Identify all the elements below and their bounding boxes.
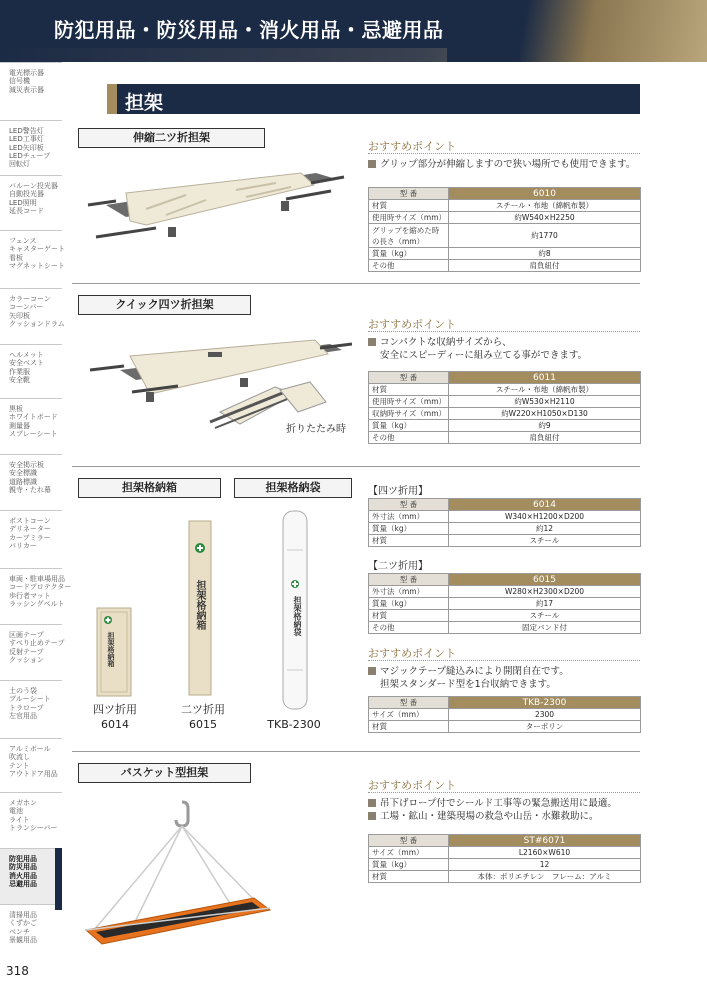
spec-value: 固定バンド付 xyxy=(449,622,641,634)
point-text: 工場・鉱山・建築現場の救急や山岳・水難救助に。 xyxy=(380,811,599,822)
recommend-rule-storage xyxy=(368,660,640,661)
sidebar-item-label: スプレーシート xyxy=(9,429,58,438)
sidebar-item-label: キャスターゲート xyxy=(9,245,65,254)
sidebar-item-1[interactable] xyxy=(0,120,62,175)
basket-stretcher-image xyxy=(84,798,274,946)
sidebar-item-label: コードプロテクター xyxy=(9,583,72,592)
spec-value: W340×H1200×D200 xyxy=(449,511,641,523)
spec-value: 約1770 xyxy=(449,224,641,248)
spec-key: サイズ（mm） xyxy=(369,847,449,859)
sidebar-item-label: フェンス xyxy=(9,237,37,245)
spec-key: 使用時サイズ（mm） xyxy=(369,396,449,408)
spec-model: 6010 xyxy=(449,188,641,200)
spec-value: 約12 xyxy=(449,523,641,535)
spec-value: 12 xyxy=(449,859,641,871)
spec-value: スチール xyxy=(449,610,641,622)
product-title-basket: バスケット型担架 xyxy=(78,763,251,783)
sidebar-item-label: 延長コード xyxy=(9,206,44,215)
recommend-label-storage: おすすめポイント xyxy=(368,647,457,660)
spec-key: 材質 xyxy=(369,871,449,883)
sidebar-item-label: 歩行者マット xyxy=(9,591,51,600)
sidebar-item-label: メガホン xyxy=(9,799,37,807)
spec-key: 収納時サイズ（mm） xyxy=(369,408,449,420)
sidebar-item-label: すべり止めテープ xyxy=(9,639,65,648)
sidebar-item-14[interactable] xyxy=(0,848,62,904)
sidebar-item-label: 安全標識 xyxy=(9,469,37,478)
sidebar-item-label: トランシーバー xyxy=(9,823,58,832)
spec-value: 約W540×H2250 xyxy=(449,212,641,224)
spec-key: その他 xyxy=(369,622,449,634)
spec-value: 約8 xyxy=(449,248,641,260)
sidebar-item-label: 道路標識 xyxy=(9,477,37,486)
sidebar-item-11[interactable] xyxy=(0,680,62,738)
sidebar-item-label: マグネットシート xyxy=(9,261,65,270)
recommend-rule-6011 xyxy=(368,331,640,332)
spec-key: 材質 xyxy=(369,200,449,212)
sidebar-item-label: 作業服 xyxy=(9,367,30,376)
sidebar-item-label: 矢印板 xyxy=(9,311,30,320)
sidebar-item-label: カラーコーン xyxy=(9,295,51,303)
spec-model: 6014 xyxy=(449,499,641,511)
spec-key: 質量（kg） xyxy=(369,523,449,535)
sidebar-item-7[interactable] xyxy=(0,454,62,510)
spec-key: 型 番 xyxy=(369,697,449,709)
sidebar-item-label: 測量器 xyxy=(9,421,30,430)
sidebar-item-0[interactable] xyxy=(0,62,62,120)
sidebar-item-label: 反射テープ xyxy=(9,647,44,656)
sidebar-item-label: 信号機 xyxy=(9,77,30,86)
sidebar-item-label: LED矢印板 xyxy=(9,143,44,152)
sidebar-item-label: 区画テープ xyxy=(9,631,44,639)
sidebar-item-label: 土のう袋 xyxy=(9,687,37,695)
sidebar-item-label: カーブミラー xyxy=(9,533,51,542)
sidebar-item-12[interactable] xyxy=(0,738,62,792)
spec-key: 型 番 xyxy=(369,188,449,200)
spec-model: TKB-2300 xyxy=(449,697,641,709)
spec-model: 6011 xyxy=(449,372,641,384)
bullet-square xyxy=(368,338,376,346)
recommend-label-6010: おすすめポイント xyxy=(368,140,457,153)
sidebar-item-label: トラロープ xyxy=(9,703,44,712)
spec-value: 肩負紐付 xyxy=(449,432,641,444)
spec-key: サイズ（mm） xyxy=(369,709,449,721)
sidebar-item-label: 電池 xyxy=(9,807,23,816)
spec-key: その他 xyxy=(369,260,449,272)
sidebar-item-label: LED警告灯 xyxy=(9,127,44,135)
section-divider-2 xyxy=(72,466,640,467)
spec-key: 材質 xyxy=(369,384,449,396)
spec-value: 本体：ポリエチレン フレーム：アルミ xyxy=(449,871,641,883)
page-number: 318 xyxy=(6,964,29,978)
spec-key: グリップを縮めた時の長さ（mm） xyxy=(369,224,449,248)
sidebar-item-4[interactable] xyxy=(0,288,65,344)
sidebar-item-label: クッション xyxy=(9,655,44,664)
spec-table-6014 xyxy=(368,498,641,547)
spec-model: ST#6071 xyxy=(449,835,641,847)
sidebar-item-label: 忌避用品 xyxy=(9,879,37,888)
recommend-rule-basket xyxy=(368,792,640,793)
sidebar-item-label: くずかご xyxy=(9,919,37,928)
sidebar-item-label: ヘルメット xyxy=(9,351,44,359)
spec-key: 質量（kg） xyxy=(369,420,449,432)
spec-value: スチール xyxy=(449,535,641,547)
spec-key: 型 番 xyxy=(369,574,449,586)
sidebar-item-13[interactable] xyxy=(0,792,62,848)
spec-key: 型 番 xyxy=(369,835,449,847)
spec-table-tkb xyxy=(368,696,641,733)
sidebar-item-5[interactable] xyxy=(0,344,62,398)
spec-key: 質量（kg） xyxy=(369,598,449,610)
spec-value: スチール・布地（綿帆布製） xyxy=(449,384,641,396)
sidebar-item-label: LEDチューブ xyxy=(9,151,51,160)
storage-bag-text: 担架格納袋 xyxy=(293,596,302,636)
spec-table-basket xyxy=(368,834,641,883)
spec-value: 約9 xyxy=(449,420,641,432)
product-title-storage-box: 担架格納箱 xyxy=(78,478,221,498)
point-text: 吊下げロープ付でシールド工事等の緊急搬送用に最適。 xyxy=(380,798,617,809)
sidebar-active-tab xyxy=(55,848,62,910)
sidebar-item-label: ホワイトボード xyxy=(9,413,58,422)
product-title-storage-bag: 担架格納袋 xyxy=(234,478,352,498)
caption-6015-a: 二ツ折用 xyxy=(181,703,225,716)
sidebar-item-9[interactable] xyxy=(0,568,72,624)
sidebar-item-label: 吹流し xyxy=(9,753,30,762)
label-two-fold: 【二ツ折用】 xyxy=(368,561,428,572)
category-sidebar xyxy=(0,62,72,947)
point-storage-1 xyxy=(368,665,569,678)
label-four-fold: 【四ツ折用】 xyxy=(368,486,428,497)
spec-key: 使用時サイズ（mm） xyxy=(369,212,449,224)
product-title-6010: 伸縮二ツ折担架 xyxy=(78,128,265,148)
sidebar-item-label: ライト xyxy=(9,815,30,824)
caption-6015-b: 6015 xyxy=(189,718,217,731)
sidebar-item-2[interactable] xyxy=(0,175,62,230)
point-text: 安全にスピーディーに組み立てる事ができます。 xyxy=(380,350,588,361)
sidebar-item-label: 自動投光器 xyxy=(9,190,44,199)
point-storage-2 xyxy=(380,678,556,691)
sidebar-item-label: 消火用品 xyxy=(9,871,37,880)
spec-key: 外寸法（mm） xyxy=(369,511,449,523)
spec-key: その他 xyxy=(369,432,449,444)
sidebar-item-label: 景観用品 xyxy=(9,935,37,944)
caption-6014-b: 6014 xyxy=(101,718,129,731)
spec-key: 材質 xyxy=(369,610,449,622)
section-divider-3 xyxy=(72,751,640,752)
point-basket-1 xyxy=(368,797,617,810)
section-title: 担架 xyxy=(125,92,164,114)
sidebar-item-label: 車両・駐車場用品 xyxy=(9,575,65,583)
sidebar-item-label: 親寺・たれ幕 xyxy=(9,485,51,494)
sidebar-item-label: アルミボール xyxy=(9,745,51,753)
sidebar-item-label: ブルーシート xyxy=(9,695,51,704)
point-6011-2 xyxy=(380,349,587,362)
spec-value: 約W220×H1050×D130 xyxy=(449,408,641,420)
spec-value: 2300 xyxy=(449,709,641,721)
point-text: マジックテープ縫込みにより開閉自在です。 xyxy=(380,666,569,677)
spec-table-6011 xyxy=(368,371,641,444)
section-title-bar xyxy=(107,84,640,114)
sidebar-item-label: テント xyxy=(9,761,30,770)
point-6010-1 xyxy=(368,158,635,171)
sidebar-item-3[interactable] xyxy=(0,230,65,288)
bullet-square xyxy=(368,812,376,820)
recommend-label-6011: おすすめポイント xyxy=(368,318,457,331)
sidebar-item-label: 安全靴 xyxy=(9,375,30,384)
sidebar-item-15[interactable] xyxy=(0,904,62,947)
sidebar-item-label: ポストコーン xyxy=(9,517,51,525)
spec-table-6010 xyxy=(368,187,641,272)
caption-6014-a: 四ツ折用 xyxy=(93,703,137,716)
point-text: グリップ部分が伸縮しますので狭い場所でも使用できます。 xyxy=(380,159,636,170)
sidebar-item-label: 防災用品 xyxy=(9,863,37,872)
recommend-rule-6010 xyxy=(368,153,640,154)
sidebar-item-label: 清掃用品 xyxy=(9,911,37,919)
sidebar-item-label: 左官用品 xyxy=(9,711,37,720)
point-6011-1 xyxy=(368,336,512,349)
sidebar-item-label: ラッシングベルト xyxy=(9,599,65,608)
header-gold-accent xyxy=(447,0,707,62)
sidebar-item-label: 安全ベスト xyxy=(9,359,44,368)
sidebar-item-label: クッションドラム xyxy=(9,319,65,328)
spec-value: 約W530×H2110 xyxy=(449,396,641,408)
sidebar-item-label: 回転灯 xyxy=(9,160,30,169)
sidebar-item-label: バリカー xyxy=(9,541,37,550)
sidebar-item-label: ベンチ xyxy=(9,927,30,936)
storage-box-6014-text: 担架格納箱 xyxy=(107,632,115,667)
spec-value: W280×H2300×D200 xyxy=(449,586,641,598)
spec-value: 約17 xyxy=(449,598,641,610)
storage-box-6015-text: 担架格納箱 xyxy=(194,580,205,630)
recommend-label-basket: おすすめポイント xyxy=(368,779,457,792)
point-text: 担架スタンダード型を1台収納できます。 xyxy=(380,679,556,690)
product-title-6011: クイック四ツ折担架 xyxy=(78,295,251,315)
sidebar-item-label: 防犯用品 xyxy=(9,855,37,863)
sidebar-item-label: LED工事灯 xyxy=(9,135,44,144)
sidebar-item-label: 減災表示器 xyxy=(9,85,44,94)
sidebar-item-label: コーンバー xyxy=(9,303,44,312)
spec-key: 型 番 xyxy=(369,372,449,384)
spec-key: 型 番 xyxy=(369,499,449,511)
section-divider-1 xyxy=(72,283,640,284)
spec-key: 材質 xyxy=(369,535,449,547)
sidebar-item-label: 安全掲示板 xyxy=(9,461,44,469)
spec-key: 材質 xyxy=(369,721,449,733)
sidebar-item-8[interactable] xyxy=(0,510,62,568)
page-header xyxy=(0,0,707,62)
sidebar-item-label: 電光標示器 xyxy=(9,69,44,77)
stretcher-6010-image xyxy=(86,165,346,247)
point-basket-2 xyxy=(368,810,599,823)
sidebar-item-label: デリネーター xyxy=(9,525,51,534)
sidebar-item-label: バルーン投光器 xyxy=(9,182,58,190)
spec-value: ターポリン xyxy=(449,721,641,733)
spec-value: スチール・布地（綿帆布製） xyxy=(449,200,641,212)
header-title: 防犯用品・防災用品・消火用品・忌避用品 xyxy=(54,18,444,42)
spec-key: 質量（kg） xyxy=(369,859,449,871)
sidebar-item-label: 看板 xyxy=(9,253,23,262)
bullet-square xyxy=(368,799,376,807)
sidebar-item-label: 黒板 xyxy=(9,405,23,413)
sidebar-item-label: LED照明 xyxy=(9,198,37,207)
caption-tkb: TKB-2300 xyxy=(267,718,321,731)
point-text: コンパクトな収納サイズから、 xyxy=(380,337,512,348)
spec-key: 外寸法（mm） xyxy=(369,586,449,598)
spec-value: L2160×W610 xyxy=(449,847,641,859)
spec-table-6015 xyxy=(368,573,641,634)
sidebar-item-6[interactable] xyxy=(0,398,62,454)
sidebar-item-10[interactable] xyxy=(0,624,65,680)
spec-value: 肩負紐付 xyxy=(449,260,641,272)
bullet-square xyxy=(368,667,376,675)
folded-caption: 折りたたみ時 xyxy=(286,424,346,435)
spec-key: 質量（kg） xyxy=(369,248,449,260)
sidebar-item-label: アウトドア用品 xyxy=(9,769,58,778)
bullet-square xyxy=(368,160,376,168)
spec-model: 6015 xyxy=(449,574,641,586)
title-accent xyxy=(107,84,117,114)
